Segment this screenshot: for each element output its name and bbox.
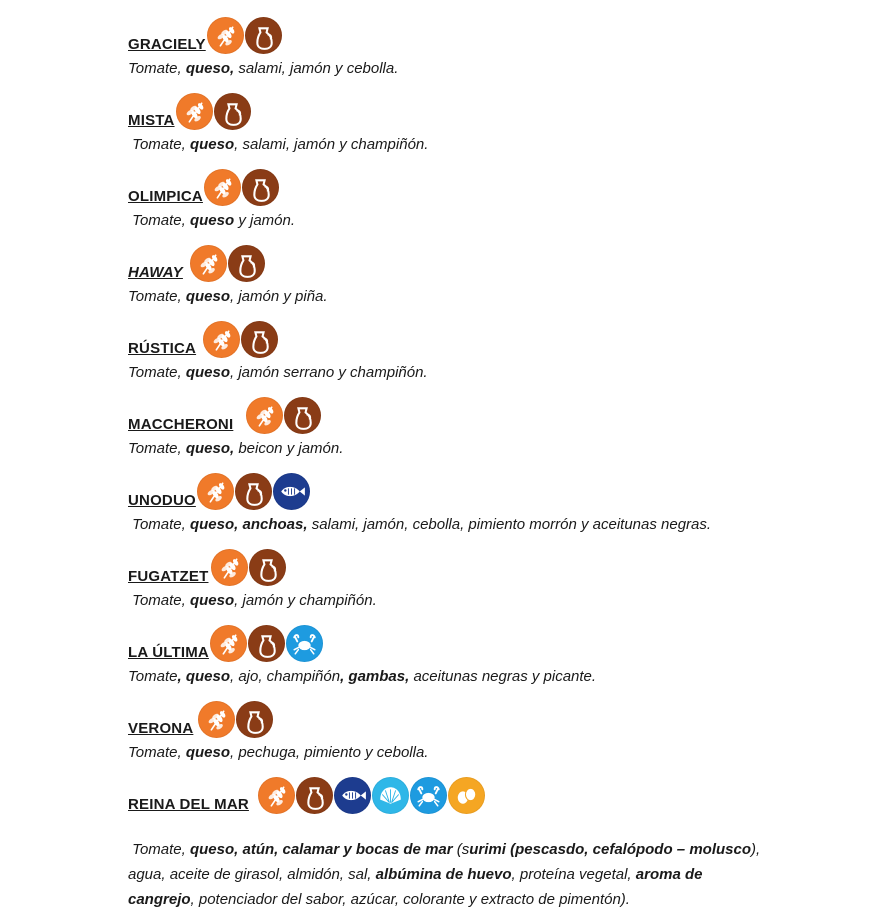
pizza-item (128, 22, 893, 82)
ingredient-text: (s (452, 841, 470, 858)
pizza-name: MACCHERONI (128, 416, 234, 433)
ingredient-text: Tomate, (128, 744, 186, 761)
pizza-title-row (128, 701, 273, 738)
shell-icon (372, 777, 409, 814)
ingredient-text: , jamón y piña. (230, 288, 328, 305)
pizza-item (128, 706, 893, 766)
pizza-description (128, 213, 295, 228)
milk-jug-icon (236, 701, 273, 738)
ingredient-allergen: queso (185, 288, 230, 305)
ingredient-allergen: queso, atún, calamar y bocas de mar (189, 841, 453, 858)
ingredient-allergen: queso (185, 364, 230, 381)
wheat-icon (204, 169, 241, 206)
ingredient-text: , jamón serrano y champiñón. (230, 364, 428, 381)
ingredient-allergen: queso, (185, 60, 235, 77)
pizza-description (128, 441, 343, 456)
allergen-icons (203, 169, 279, 206)
pizza-title-row (128, 169, 279, 206)
pizza-name: UNODUO (128, 492, 196, 509)
pizza-title-row (128, 473, 310, 510)
ingredient-allergen: queso (189, 136, 235, 153)
allergen-icons (210, 549, 286, 586)
wheat-icon (210, 625, 247, 662)
allergen-icons (175, 93, 251, 130)
ingredient-allergen: , gambas, (340, 668, 410, 685)
ingredient-text: , jamón y champiñón. (234, 592, 377, 609)
ingredient-text: Tomate, (132, 136, 190, 153)
ingredient-text: Tomate, (132, 841, 190, 858)
pizza-name: OLIMPICA (128, 188, 203, 205)
ingredient-allergen: queso, (185, 440, 235, 457)
ingredient-text: aceitunas negras y picante. (409, 668, 597, 685)
ingredient-text: Tomate, (128, 288, 186, 305)
wheat-icon (207, 17, 244, 54)
pizza-description (128, 61, 398, 76)
milk-jug-icon (235, 473, 272, 510)
allergen-icons (209, 625, 323, 662)
ingredient-allergen: urimi (pescasdo, cefalópodo – molusco (469, 841, 751, 858)
ingredient-text: , salami, jamón y champiñón. (234, 136, 429, 153)
ingredient-allergen: albúmina de huevo (375, 866, 512, 883)
pizza-title-row (128, 17, 282, 54)
pizza-item (128, 402, 893, 462)
pizza-title-row (128, 777, 485, 814)
allergen-icons (206, 17, 282, 54)
pizza-item (128, 326, 893, 386)
pizza-item (128, 782, 893, 908)
wheat-icon (211, 549, 248, 586)
ingredient-text: ), agua, aceite de girasol, almidón, sal, (128, 841, 761, 883)
milk-jug-icon (241, 321, 278, 358)
wheat-icon (176, 93, 213, 130)
ingredient-text: salami, jamón y cebolla. (234, 60, 399, 77)
pizza-item (128, 630, 893, 690)
ingredient-text: , potenciador del sabor, azúcar, colorante y extracto de pimentón). (190, 891, 630, 908)
pizza-item (128, 554, 893, 614)
ingredient-text: beicon y jamón. (234, 440, 344, 457)
pizza-item (128, 174, 893, 234)
pizza-description (128, 289, 328, 304)
pizza-description (128, 137, 428, 152)
fish-icon (273, 473, 310, 510)
ingredient-allergen: queso (185, 744, 230, 761)
pizza-name: LA ÚLTIMA (128, 644, 209, 661)
pizza-description (128, 517, 711, 532)
ingredient-text: Tomate, (132, 212, 190, 229)
ingredient-allergen: queso, anchoas, (189, 516, 308, 533)
allergen-icons (196, 473, 310, 510)
pizza-description (128, 669, 596, 684)
allergen-icons (189, 245, 265, 282)
milk-jug-icon (245, 17, 282, 54)
milk-jug-icon (249, 549, 286, 586)
ingredient-text: salami, jamón, cebolla, pimiento morrón y aceitunas negras. (307, 516, 712, 533)
crab-icon (410, 777, 447, 814)
ingredient-text: Tomate, (128, 364, 186, 381)
wheat-icon (258, 777, 295, 814)
milk-jug-icon (296, 777, 333, 814)
wheat-icon (246, 397, 283, 434)
pizza-item (128, 98, 893, 158)
ingredient-text: y jamón. (234, 212, 296, 229)
pizza-title-row (128, 625, 323, 662)
pizza-name: HAWAY (128, 264, 183, 281)
milk-jug-icon (248, 625, 285, 662)
pizza-title-row (128, 321, 278, 358)
wheat-icon (198, 701, 235, 738)
pizza-name: FUGATZET (128, 568, 209, 585)
pizza-name: MISTA (128, 112, 175, 129)
wheat-icon (190, 245, 227, 282)
ingredient-allergen: queso (189, 212, 235, 229)
pizza-title-row (128, 397, 321, 434)
ingredient-text: Tomate, (132, 516, 190, 533)
wheat-icon (203, 321, 240, 358)
ingredient-text: Tomate, (132, 592, 190, 609)
pizza-name: REINA DEL MAR (128, 796, 249, 813)
ingredient-text: Tomate (128, 668, 178, 685)
pizza-item (128, 250, 893, 310)
ingredient-allergen: queso (189, 592, 235, 609)
pizza-name: RÚSTICA (128, 340, 197, 357)
pizza-description (128, 837, 768, 912)
milk-jug-icon (214, 93, 251, 130)
allergen-icons (245, 397, 321, 434)
crab-icon (286, 625, 323, 662)
ingredient-text: Tomate, (128, 440, 186, 457)
milk-jug-icon (284, 397, 321, 434)
pizza-title-row (128, 93, 251, 130)
pizza-description (128, 745, 428, 760)
egg-icon (448, 777, 485, 814)
allergen-icons (202, 321, 278, 358)
pizza-item (128, 478, 893, 538)
allergen-icons (197, 701, 273, 738)
pizza-description (128, 365, 428, 380)
pizza-description (128, 593, 377, 608)
pizza-title-row (128, 245, 265, 282)
wheat-icon (197, 473, 234, 510)
ingredient-text: Tomate, (128, 60, 186, 77)
pizza-name: GRACIELY (128, 36, 206, 53)
pizza-title-row (128, 549, 286, 586)
ingredient-text: , pechuga, pimiento y cebolla. (230, 744, 429, 761)
ingredient-text: , ajo, champiñón (230, 668, 341, 685)
pizza-name: VERONA (128, 720, 194, 737)
ingredient-allergen: aroma de cangrejo (128, 866, 703, 908)
fish-icon (334, 777, 371, 814)
ingredient-allergen: , queso (177, 668, 230, 685)
ingredient-text: , proteína vegetal, (511, 866, 636, 883)
allergen-icons (257, 777, 485, 814)
milk-jug-icon (242, 169, 279, 206)
milk-jug-icon (228, 245, 265, 282)
